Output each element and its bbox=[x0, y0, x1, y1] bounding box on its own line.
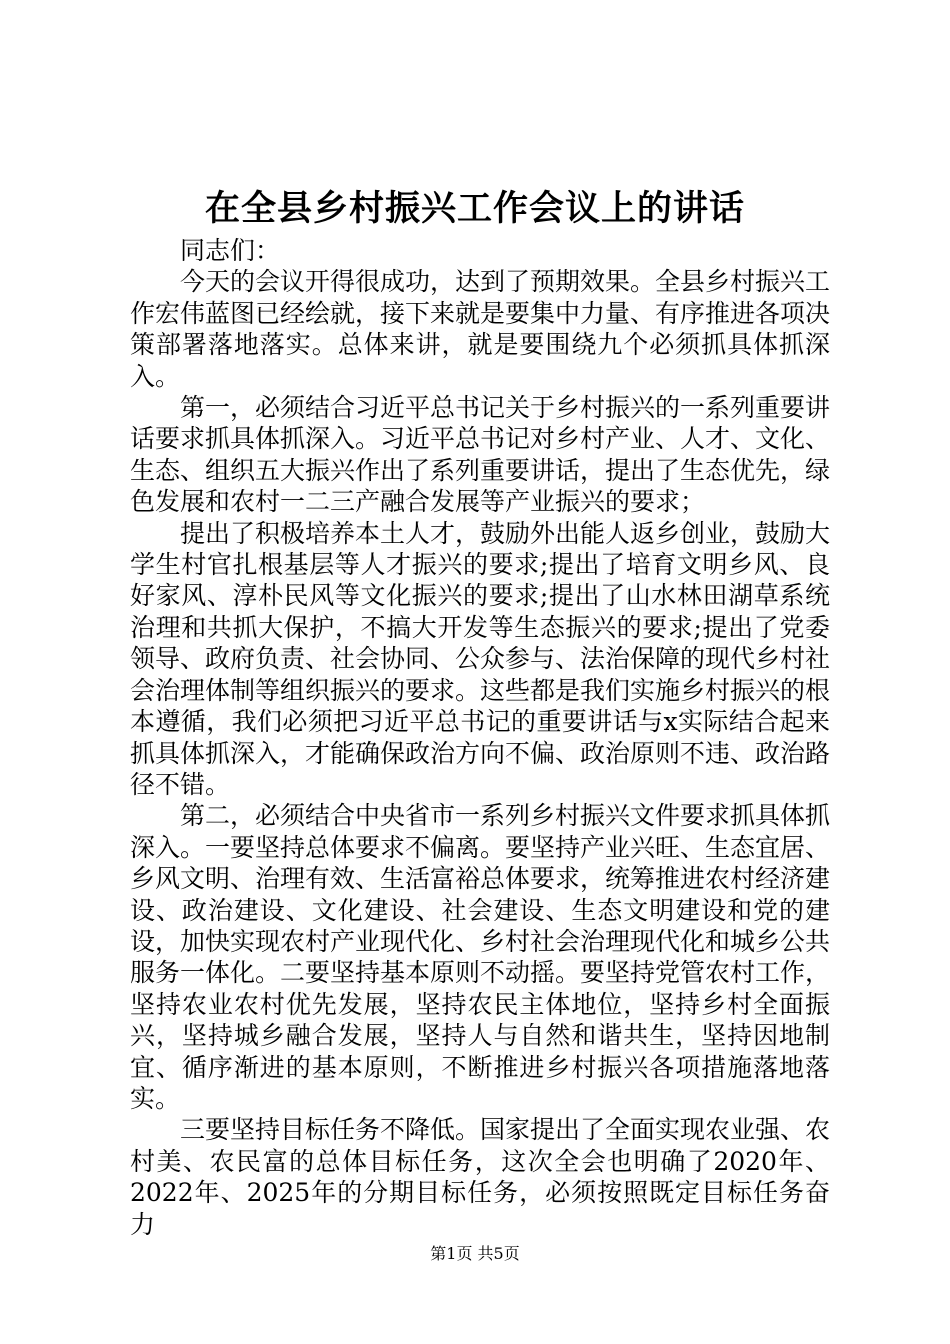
paragraph-2: 第一，必须结合习近平总书记关于乡村振兴的一系列重要讲话要求抓具体抓深入。习近平总书记对乡村产业、人才、文化、生态、组织五大振兴作出了系列重要讲话，提出了生态优先，绿色发展和农村一二三产融合发展等产业振兴的要求； bbox=[130, 393, 831, 517]
page-number: 第1页 共5页 bbox=[430, 1244, 520, 1263]
document-body bbox=[130, 235, 830, 1240]
paragraph-5: 三要坚持目标任务不降低。国家提出了全面实现农业强、农村美、农民富的总体目标任务，这次全会也明确了2020年、2022年、2025年的分期目标任务，必须按照既定目标任务奋力 bbox=[130, 1115, 831, 1239]
paragraph-3: 提出了积极培养本土人才，鼓励外出能人返乡创业，鼓励大学生村官扎根基层等人才振兴的要求;提出了培育文明乡风、良好家风、淳朴民风等文化振兴的要求;提出了山水林田湖草系统治理和共抓大保护，不搞大开发等生态振兴的要求;提出了党委领导、政府负责、社会协同、公众参与、法治保障的现代乡村社会治理体制等组织振兴的要求。这些都是我们实施乡村振兴的根本遵循，我们必须把习近平总书记的重要讲话与x实际结合起来抓具体抓深入，才能确保政治方向不偏、政治原则不违、政治路径不错。 bbox=[130, 518, 831, 799]
document-title: 在全县乡村振兴工作会议上的讲话 bbox=[204, 188, 745, 229]
salutation: 同志们： bbox=[180, 236, 281, 265]
paragraph-4: 第二，必须结合中央省市一系列乡村振兴文件要求抓具体抓深入。一要坚持总体要求不偏离。要坚持产业兴旺、生态宜居、乡风文明、治理有效、生活富裕总体要求，统筹推进农村经济建设、政治建设、文化建设、社会建设、生态文明建设和党的建设，加快实现农村产业现代化、乡村社会治理现代化和城乡公共服务一体化。二要坚持基本原则不动摇。要坚持党管农村工作，坚持农业农村优先发展，坚持农民主体地位，坚持乡村全面振兴，坚持城乡融合发展，坚持人与自然和谐共生，坚持因地制宜、循序渐进的基本原则，不断推进乡村振兴各项措施落地落实。 bbox=[130, 801, 831, 1113]
paragraph-1: 今天的会议开得很成功，达到了预期效果。全县乡村振兴工作宏伟蓝图已经绘就，接下来就是要集中力量、有序推进各项决策部署落地落实。总体来讲，就是要围绕九个必须抓具体抓深入。 bbox=[130, 267, 831, 391]
